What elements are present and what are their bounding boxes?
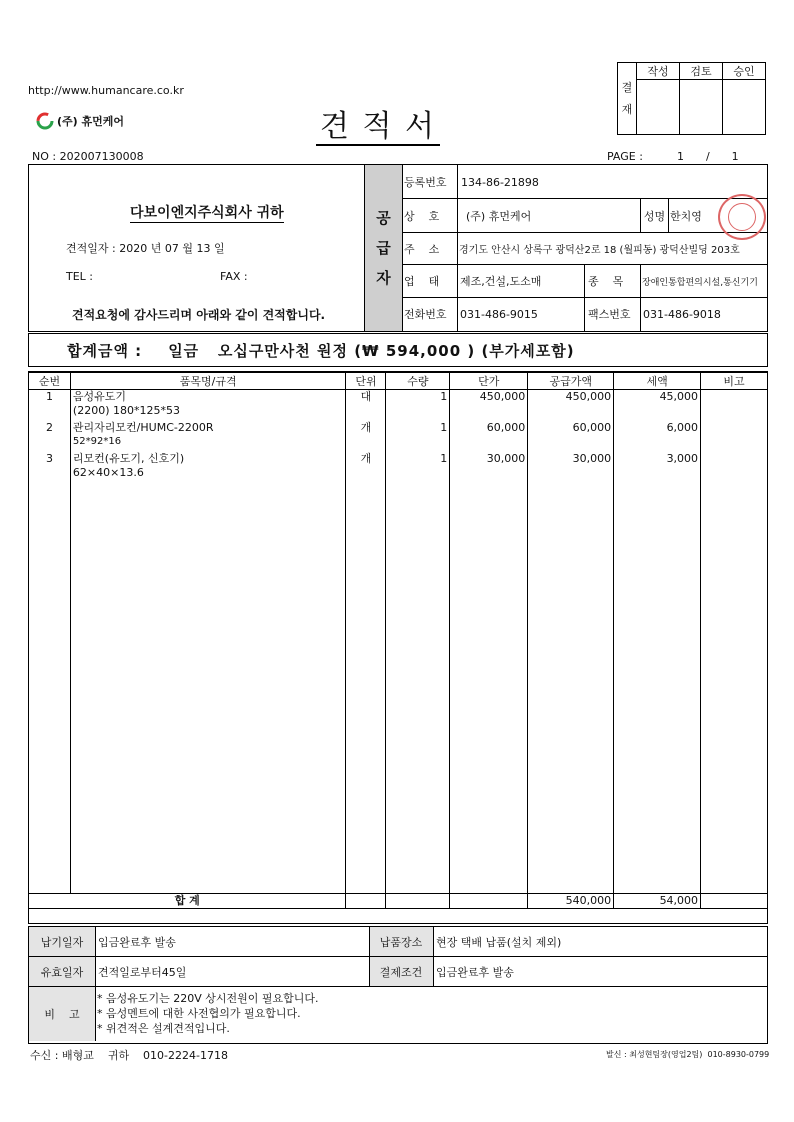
address-label: 주 소 (404, 242, 440, 256)
row-unit: 대 (346, 390, 386, 419)
address-value: 경기도 안산시 상록구 광덕산2로 18 (월피동) 광덕산빌딩 203호 (459, 245, 740, 256)
recipient-tel-label: TEL : (66, 270, 94, 283)
company-logo (36, 112, 124, 130)
quote-date: 견적일자 : 2020 년 07 월 13 일 (66, 242, 225, 255)
remark-item: * 음성유도기는 220V 상시전원이 필요합니다. (97, 992, 319, 1005)
valid-label: 유효일자 (40, 965, 84, 979)
business-item-value: 장애인통합편의시설,통신기기 (642, 277, 758, 288)
remarks-label: 비 고 (44, 1008, 80, 1021)
row-unit: 개 (346, 418, 386, 449)
remarks-list (97, 991, 319, 1036)
company-name-value: (주) 휴먼케어 (466, 209, 532, 223)
row-tax: 3,000 (614, 449, 701, 480)
business-item-label: 종 목 (588, 275, 624, 288)
supplier-side-label: 공 급 자 (364, 165, 403, 331)
row-price: 450,000 (450, 390, 528, 419)
row-qty: 1 (386, 449, 450, 480)
row-no: 1 (29, 390, 71, 419)
items-table (28, 372, 768, 909)
supplier-fax-label: 팩스번호 (588, 308, 631, 321)
sum-supply: 540,000 (528, 893, 614, 908)
row-tax: 6,000 (614, 418, 701, 449)
company-logo-icon (36, 112, 54, 130)
col-header-item: 품목명/규격 (70, 373, 346, 390)
approval-sign-author[interactable] (637, 80, 680, 135)
supplier-tel-value: 031-486-9015 (460, 307, 538, 321)
col-header-unit: 단위 (346, 373, 386, 390)
quote-message: 견적요청에 감사드리며 아래와 같이 견적합니다. (72, 308, 326, 322)
col-header-price: 단가 (450, 373, 528, 390)
approval-side-label: 결 재 (618, 63, 637, 135)
page-indicator: PAGE : 1 / 1 (607, 150, 739, 163)
row-item: 관리자리모컨/HUMC-2200R 52*92*16 (70, 418, 346, 449)
row-note (701, 390, 768, 419)
table-row (29, 449, 768, 480)
table-row (29, 390, 768, 419)
col-header-supply: 공급가액 (528, 373, 614, 390)
row-item: 리모컨(유도기, 신호기) 62×40×13.6 (70, 449, 346, 480)
payment-label: 결제조건 (379, 965, 423, 979)
business-type-label: 업 태 (404, 275, 440, 288)
recipient-name: 다보이엔지주식회사 귀하 (130, 202, 284, 223)
supplier-tel-label: 전화번호 (404, 308, 447, 321)
approval-col-approve: 승인 (723, 63, 766, 80)
supplier-fax-value: 031-486-9018 (643, 307, 721, 321)
table-filler (29, 480, 768, 893)
company-name-label: 상 호 (404, 209, 440, 223)
quote-number: NO : 202007130008 (32, 150, 144, 163)
reg-number-label: 등록번호 (404, 176, 447, 189)
recipient-fax-label: FAX : (220, 270, 248, 283)
row-tax: 45,000 (614, 390, 701, 419)
place-value: 현장 택배 납품(설치 제외) (436, 935, 562, 949)
row-supply: 450,000 (528, 390, 614, 419)
table-row (29, 418, 768, 449)
col-header-note: 비고 (701, 373, 768, 390)
row-item: 음성유도기 (2200) 180*125*53 (70, 390, 346, 419)
row-supply: 60,000 (528, 418, 614, 449)
approval-sign-review[interactable] (680, 80, 723, 135)
row-note (701, 418, 768, 449)
row-price: 60,000 (450, 418, 528, 449)
approval-sign-approve[interactable] (723, 80, 766, 135)
row-no: 2 (29, 418, 71, 449)
approval-col-author: 작성 (637, 63, 680, 80)
page-title: 견 적 서 (316, 110, 440, 146)
reg-number-value: 134-86-21898 (461, 175, 539, 189)
ceo-value: 한치영 (670, 209, 702, 223)
sum-tax: 54,000 (614, 893, 701, 908)
row-no: 3 (29, 449, 71, 480)
delivery-value: 입금완료후 발송 (98, 935, 176, 949)
sender-info: 발신 : 최성현팀장(영업2팀) 010-8930-0799 (606, 1050, 770, 1059)
business-type-value: 제조,건설,도소매 (460, 275, 542, 288)
website-url: http://www.humancare.co.kr (28, 84, 184, 97)
approval-box (617, 62, 766, 135)
approval-col-review: 검토 (680, 63, 723, 80)
valid-value: 견적일로부터45일 (98, 965, 187, 979)
table-sum-row (29, 893, 768, 908)
ceo-label: 성명 (643, 209, 666, 223)
receiver-info: 수신 : 배형교 귀하 010-2224-1718 (30, 1049, 228, 1062)
total-amount-box (28, 333, 768, 367)
col-header-no: 순번 (29, 373, 71, 390)
place-label: 납품장소 (379, 935, 423, 949)
company-logo-text: (주) 휴먼케어 (57, 115, 125, 128)
sum-label: 합 계 (29, 893, 346, 908)
payment-value: 입금완료후 발송 (436, 965, 514, 979)
row-note (701, 449, 768, 480)
row-qty: 1 (386, 418, 450, 449)
total-amount-label: 합계금액 : (67, 341, 143, 360)
col-header-tax: 세액 (614, 373, 701, 390)
row-qty: 1 (386, 390, 450, 419)
delivery-label: 납기일자 (40, 935, 84, 949)
row-unit: 개 (346, 449, 386, 480)
row-price: 30,000 (450, 449, 528, 480)
total-amount-value: 일금 오십구만사천 원정 (₩ 594,000 ) (부가세포함) (168, 341, 575, 360)
remark-item: * 위견적은 설계견적입니다. (97, 1022, 230, 1035)
remark-item: * 음성멘트에 대한 사전협의가 필요합니다. (97, 1007, 301, 1020)
row-supply: 30,000 (528, 449, 614, 480)
col-header-qty: 수량 (386, 373, 450, 390)
